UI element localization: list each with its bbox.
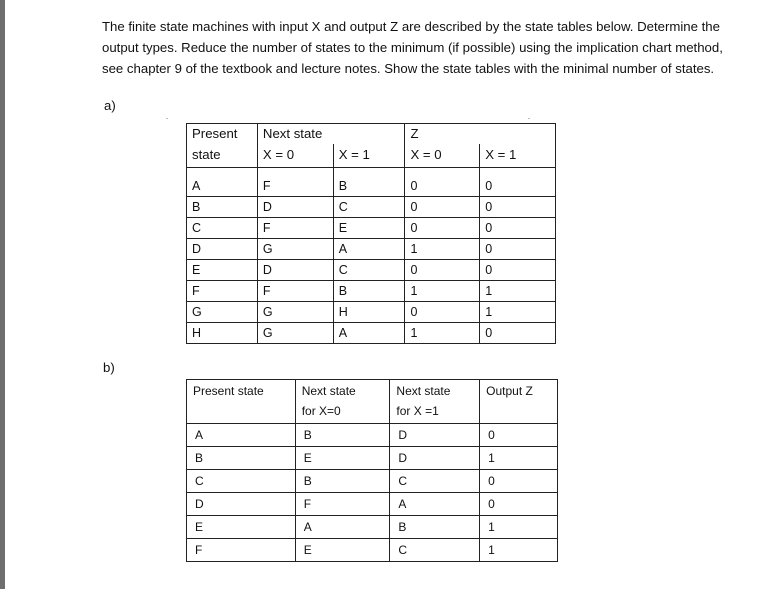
cell-next-x1: H [333,302,405,323]
cell-output-z: 0 [480,493,558,516]
cell-state: F [187,281,258,302]
table-row [187,260,556,281]
cell-state: C [187,470,296,493]
cell-z-x0: 0 [405,176,480,197]
cell-state: A [187,424,296,447]
header-z-x1: X = 1 [480,144,556,168]
header-z-x0: X = 0 [405,144,480,168]
table-row [187,516,558,539]
cell-state: H [187,323,258,344]
cell-next-x0: G [257,239,333,260]
cell-next-x0: D [257,197,333,218]
header-present-state: Present state [187,380,296,424]
cell-state: D [187,493,296,516]
cell-state: A [187,176,258,197]
cell-next-x0: F [257,218,333,239]
header-z: Z [405,124,556,145]
cell-next-x0: F [257,281,333,302]
cell-output-z: 0 [480,470,558,493]
decor-dot [528,118,530,119]
cell-next-x0: E [295,447,390,470]
cell-state: G [187,302,258,323]
cell-next-x1: C [333,260,405,281]
cell-next-x0: F [295,493,390,516]
table-row [187,218,556,239]
state-table-b [186,379,558,562]
cell-output-z: 0 [480,424,558,447]
cell-z-x0: 1 [405,239,480,260]
header-output-z: Output Z [480,380,558,424]
cell-next-x1: D [390,447,480,470]
header-state: state [187,144,258,168]
cell-next-x1: B [333,176,405,197]
cell-z-x1: 0 [480,239,556,260]
cell-next-x0: B [295,470,390,493]
cell-z-x0: 1 [405,281,480,302]
table-row [187,447,558,470]
cell-state: F [187,539,296,562]
cell-z-x1: 0 [480,218,556,239]
cell-next-x1: A [333,323,405,344]
cell-z-x0: 1 [405,323,480,344]
cell-z-x0: 0 [405,218,480,239]
cell-output-z: 1 [480,516,558,539]
table-row [187,470,558,493]
cell-next-x1: C [333,197,405,218]
cell-next-x0: A [295,516,390,539]
cell-next-x0: G [257,302,333,323]
header-next-x0: X = 0 [257,144,333,168]
window-left-edge [0,0,5,589]
table-row [187,197,556,218]
table-row [187,281,556,302]
cell-next-x1: E [333,218,405,239]
cell-state: C [187,218,258,239]
table-row [187,539,558,562]
cell-z-x1: 0 [480,176,556,197]
table-row [187,424,558,447]
table-row [187,176,556,197]
cell-z-x1: 0 [480,260,556,281]
cell-next-x1: B [390,516,480,539]
part-a-label: a) [104,98,116,113]
table-row [187,302,556,323]
header-next-x1 [390,380,480,424]
cell-z-x0: 0 [405,197,480,218]
header-next-x0 [295,380,390,424]
cell-next-x1: A [333,239,405,260]
header-next-state: Next state [257,124,405,145]
cell-next-x0: G [257,323,333,344]
cell-state: E [187,260,258,281]
header-present: Present [187,124,258,145]
table-row [187,239,556,260]
table-row [187,323,556,344]
cell-next-x1: C [390,470,480,493]
header-next-x1-line2: for X =1 [396,404,439,418]
cell-next-x1: A [390,493,480,516]
cell-state: B [187,197,258,218]
cell-next-x1: C [390,539,480,562]
cell-z-x0: 0 [405,302,480,323]
part-b-label: b) [103,360,115,375]
cell-state: E [187,516,296,539]
table-row [187,493,558,516]
cell-state: D [187,239,258,260]
cell-next-x0: B [295,424,390,447]
cell-next-x0: E [295,539,390,562]
state-table-a [186,123,556,344]
cell-z-x1: 1 [480,281,556,302]
cell-next-x1: D [390,424,480,447]
cell-state: B [187,447,296,470]
cell-output-z: 1 [480,539,558,562]
cell-next-x0: F [257,176,333,197]
header-next-x0-line1: Next state [301,384,356,398]
cell-z-x1: 0 [480,323,556,344]
cell-z-x1: 1 [480,302,556,323]
cell-output-z: 1 [480,447,558,470]
header-next-x0-line2: for X=0 [301,404,341,418]
header-next-x1: X = 1 [333,144,405,168]
decor-dot [166,118,168,119]
header-next-x1-line1: Next state [396,384,451,398]
cell-next-x0: D [257,260,333,281]
cell-next-x1: B [333,281,405,302]
question-text: The finite state machines with input X and output Z are described by the state tables below. Determine the output types. Reduce the number of states to the minimum (if possible) using the implication chart method, see chapter 9 of the textbook and lecture notes. Show the state tables with the minimal number of states. [102,19,723,76]
cell-z-x0: 0 [405,260,480,281]
cell-z-x1: 0 [480,197,556,218]
